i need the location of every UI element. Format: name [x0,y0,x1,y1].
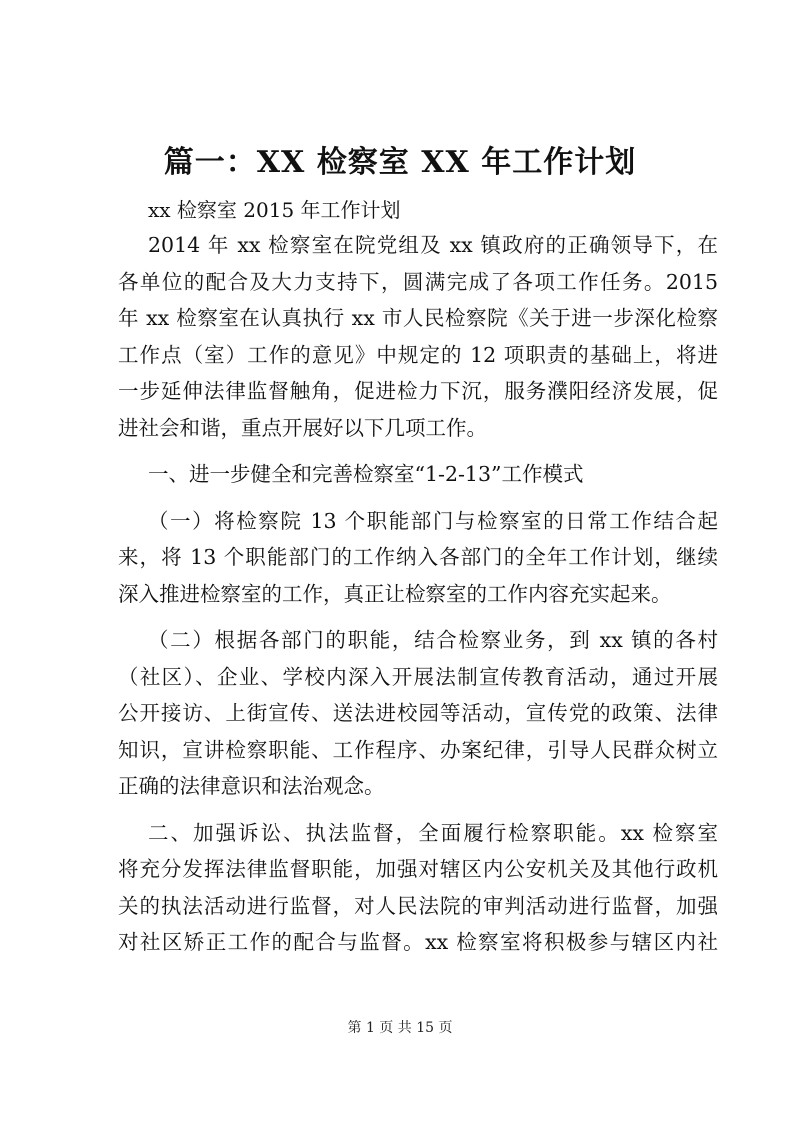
body-line: 正确的法律意识和法治观念。 [118,774,385,798]
body-line: 公开接访、上街宣传、送法进校园等活动，宣传党的政策、法律 [118,701,718,725]
document-body [118,227,718,961]
body-line: 年 xx 检察室在认真执行 xx 市人民检察院《关于进一步深化检察 [118,306,718,330]
body-line: 知识，宣讲检察职能、工作程序、办案纪律，引导人民群众树立 [118,737,718,762]
page-number-footer: 第 1 页 共 15 页 [347,1020,453,1036]
document-subtitle: xx 检察室 2015 年工作计划 [148,198,401,222]
body-line: 深入推进检察室的工作，真正让检察室的工作内容充实起来。 [118,581,672,606]
section-heading: 一、进一步健全和完善检察室“1-2-13”工作模式 [148,462,584,486]
body-line: 对社区矫正工作的配合与监督。xx 检察室将积极参与辖区内社 [118,930,718,954]
document-title: 篇一：XX 检察室 XX 年工作计划 [163,145,637,180]
body-line: （社区）、企业、学校内深入开展法制宣传教育活动，通过开展 [118,664,718,689]
body-line: （一）将检察院 13 个职能部门与检察室的日常工作结合起 [148,508,718,533]
body-line: 将充分发挥法律监督职能，加强对辖区内公安机关及其他行政机 [118,857,718,881]
body-line: 2014 年 xx 检察室在院党组及 xx 镇政府的正确领导下，在 [148,233,718,257]
body-line: 工作点（室）工作的意见》中规定的 12 项职责的基础上，将进 [118,342,718,367]
body-line: 关的执法活动进行监督，对人民法院的审判活动进行监督，加强 [118,893,718,918]
body-line: 来，将 13 个职能部门的工作纳入各部门的全年工作计划，继续 [118,545,718,569]
body-line: （二）根据各部门的职能，结合检察业务，到 xx 镇的各村 [148,628,718,652]
body-line: 各单位的配合及大力支持下，圆满完成了各项工作任务。2015 [118,269,718,294]
body-line: 进社会和谐，重点开展好以下几项工作。 [118,415,487,440]
body-line: 一步延伸法律监督触角，促进检力下沉，服务濮阳经济发展，促 [118,379,718,403]
body-line: 二、加强诉讼、执法监督，全面履行检察职能。xx 检察室 [148,820,718,845]
